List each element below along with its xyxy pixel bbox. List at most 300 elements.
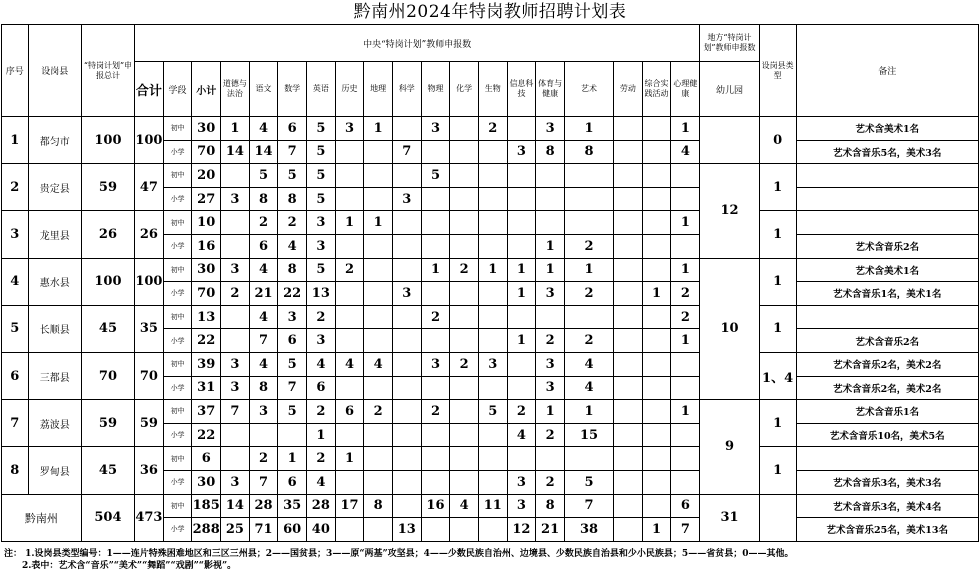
row-value bbox=[478, 282, 507, 306]
row-value: 2 bbox=[536, 423, 565, 447]
row-value: 5 bbox=[278, 164, 307, 188]
row-value bbox=[671, 187, 700, 211]
row-value bbox=[614, 400, 643, 424]
row-level: 初中 bbox=[163, 494, 192, 518]
row-value bbox=[642, 470, 671, 494]
row-total: 70 bbox=[135, 352, 164, 399]
row-value bbox=[221, 234, 250, 258]
row-value: 7 bbox=[392, 140, 421, 164]
header-subject: 体育与健康 bbox=[536, 62, 565, 117]
header-subject: 历史 bbox=[335, 62, 364, 117]
row-value: 6 bbox=[278, 470, 307, 494]
row-value: 2 bbox=[536, 470, 565, 494]
row-value bbox=[335, 140, 364, 164]
header-special-plan-total: “特岗计划”申报总计 bbox=[81, 25, 134, 117]
row-value: 2 bbox=[536, 329, 565, 353]
row-seq: 3 bbox=[2, 211, 29, 258]
row-level: 小学 bbox=[163, 470, 192, 494]
row-value bbox=[450, 140, 479, 164]
row-value: 7 bbox=[249, 329, 278, 353]
row-kindergarten: 9 bbox=[700, 400, 759, 494]
row-county-type: 1 bbox=[759, 305, 796, 352]
row-value bbox=[392, 305, 421, 329]
row-value: 13 bbox=[307, 282, 336, 306]
row-value: 2 bbox=[478, 117, 507, 141]
header-subject: 信息科技 bbox=[507, 62, 536, 117]
row-value: 5 bbox=[278, 352, 307, 376]
row-value: 70 bbox=[192, 282, 221, 306]
row-value: 4 bbox=[249, 258, 278, 282]
row-value: 15 bbox=[564, 423, 613, 447]
row-value bbox=[364, 376, 393, 400]
row-plan-total: 70 bbox=[81, 352, 134, 399]
row-value: 14 bbox=[221, 494, 250, 518]
row-value: 7 bbox=[278, 140, 307, 164]
row-value: 4 bbox=[364, 352, 393, 376]
row-value: 2 bbox=[307, 305, 336, 329]
row-value bbox=[642, 494, 671, 518]
row-value bbox=[642, 187, 671, 211]
table-row bbox=[2, 117, 979, 141]
row-value: 2 bbox=[249, 211, 278, 235]
row-remark: 艺术含音乐1名 bbox=[796, 400, 978, 424]
row-value bbox=[507, 447, 536, 471]
row-value: 1 bbox=[364, 117, 393, 141]
row-county-name: 惠水县 bbox=[28, 258, 81, 305]
row-value bbox=[642, 258, 671, 282]
header-subject: 英语 bbox=[307, 62, 336, 117]
row-level: 初中 bbox=[163, 305, 192, 329]
row-level: 小学 bbox=[163, 518, 192, 542]
row-value: 1 bbox=[564, 400, 613, 424]
row-value bbox=[478, 376, 507, 400]
row-value: 37 bbox=[192, 400, 221, 424]
row-value: 30 bbox=[192, 117, 221, 141]
table-row bbox=[2, 400, 979, 424]
row-value: 1 bbox=[221, 117, 250, 141]
row-remark: 艺术含美术1名 bbox=[796, 258, 978, 282]
row-value bbox=[392, 258, 421, 282]
row-value bbox=[392, 376, 421, 400]
row-value: 30 bbox=[192, 258, 221, 282]
row-remark bbox=[796, 164, 978, 188]
row-level: 初中 bbox=[163, 447, 192, 471]
row-value bbox=[335, 470, 364, 494]
row-value bbox=[642, 329, 671, 353]
row-county-type: 0 bbox=[759, 117, 796, 164]
row-value: 1 bbox=[564, 258, 613, 282]
row-remark: 艺术含音乐10名，美术5名 bbox=[796, 423, 978, 447]
row-value bbox=[507, 352, 536, 376]
row-value bbox=[614, 518, 643, 542]
page-title: 黔南州2024年特岗教师招聘计划表 bbox=[353, 2, 627, 22]
row-value: 70 bbox=[192, 140, 221, 164]
row-value: 12 bbox=[507, 518, 536, 542]
row-remark bbox=[796, 211, 978, 235]
row-value: 11 bbox=[478, 494, 507, 518]
footnotes bbox=[4, 548, 976, 572]
row-value bbox=[642, 305, 671, 329]
row-value: 6 bbox=[192, 447, 221, 471]
row-value bbox=[392, 211, 421, 235]
table-row bbox=[2, 305, 979, 329]
row-value: 71 bbox=[249, 518, 278, 542]
row-remark: 艺术含音乐2名 bbox=[796, 234, 978, 258]
row-value bbox=[421, 376, 450, 400]
row-value bbox=[392, 400, 421, 424]
table-row bbox=[2, 352, 979, 376]
recruitment-plan-table bbox=[1, 24, 979, 542]
row-value bbox=[614, 494, 643, 518]
row-county-type: 1 bbox=[759, 164, 796, 211]
row-value: 4 bbox=[671, 140, 700, 164]
row-value bbox=[421, 470, 450, 494]
row-value bbox=[614, 282, 643, 306]
row-level: 初中 bbox=[163, 400, 192, 424]
row-value: 3 bbox=[507, 470, 536, 494]
row-remark: 艺术含音乐3名，美术3名 bbox=[796, 470, 978, 494]
row-value bbox=[671, 447, 700, 471]
table-row bbox=[2, 211, 979, 235]
row-value bbox=[478, 234, 507, 258]
row-value bbox=[450, 187, 479, 211]
row-value: 3 bbox=[221, 352, 250, 376]
row-level: 小学 bbox=[163, 234, 192, 258]
row-value: 4 bbox=[249, 305, 278, 329]
row-value: 3 bbox=[507, 140, 536, 164]
row-remark: 艺术含美术1名 bbox=[796, 117, 978, 141]
row-value bbox=[335, 282, 364, 306]
header-level: 学段 bbox=[163, 62, 192, 117]
row-value: 8 bbox=[278, 187, 307, 211]
row-value bbox=[364, 187, 393, 211]
row-value bbox=[507, 187, 536, 211]
row-value bbox=[421, 518, 450, 542]
row-value: 2 bbox=[450, 258, 479, 282]
row-value: 1 bbox=[421, 258, 450, 282]
row-value: 1 bbox=[335, 211, 364, 235]
row-value: 7 bbox=[278, 376, 307, 400]
row-value bbox=[421, 140, 450, 164]
row-value bbox=[364, 282, 393, 306]
row-remark: 艺术含音乐2名，美术2名 bbox=[796, 376, 978, 400]
row-value bbox=[564, 305, 613, 329]
row-plan-total: 504 bbox=[81, 494, 134, 541]
row-value bbox=[507, 234, 536, 258]
row-value: 3 bbox=[221, 258, 250, 282]
row-value: 2 bbox=[507, 400, 536, 424]
row-value bbox=[364, 164, 393, 188]
row-value bbox=[392, 352, 421, 376]
row-value bbox=[335, 518, 364, 542]
row-value: 8 bbox=[364, 494, 393, 518]
row-value bbox=[536, 164, 565, 188]
row-value bbox=[364, 329, 393, 353]
row-value: 3 bbox=[307, 211, 336, 235]
row-county-name: 贵定县 bbox=[28, 164, 81, 211]
row-value: 7 bbox=[671, 518, 700, 542]
header-central-plan: 中央“特岗计划”教师申报数 bbox=[135, 25, 700, 62]
row-value bbox=[642, 352, 671, 376]
row-value bbox=[614, 234, 643, 258]
row-value: 3 bbox=[307, 234, 336, 258]
row-value bbox=[614, 164, 643, 188]
row-value: 21 bbox=[249, 282, 278, 306]
row-kindergarten: 10 bbox=[700, 258, 759, 400]
row-value: 2 bbox=[335, 258, 364, 282]
header-subject: 化学 bbox=[450, 62, 479, 117]
row-county-name: 罗甸县 bbox=[28, 447, 81, 494]
row-value: 5 bbox=[307, 187, 336, 211]
row-value: 4 bbox=[307, 352, 336, 376]
row-plan-total: 59 bbox=[81, 164, 134, 211]
row-value: 2 bbox=[671, 282, 700, 306]
row-value: 40 bbox=[307, 518, 336, 542]
row-value bbox=[614, 187, 643, 211]
row-value: 4 bbox=[249, 117, 278, 141]
row-value: 3 bbox=[478, 352, 507, 376]
row-remark bbox=[796, 187, 978, 211]
row-value: 1 bbox=[671, 329, 700, 353]
row-value: 1 bbox=[307, 423, 336, 447]
row-value bbox=[450, 282, 479, 306]
row-value: 1 bbox=[642, 282, 671, 306]
row-county-type: 1 bbox=[759, 447, 796, 494]
row-value: 2 bbox=[278, 211, 307, 235]
row-seq: 1 bbox=[2, 117, 29, 164]
row-value: 1 bbox=[564, 117, 613, 141]
row-value: 6 bbox=[335, 400, 364, 424]
row-value: 8 bbox=[249, 187, 278, 211]
footnote-2: 2.表中：艺术含“音乐”“美术”“舞蹈”“戏剧”“影视”。 bbox=[22, 560, 237, 571]
row-value bbox=[392, 470, 421, 494]
row-value bbox=[536, 447, 565, 471]
footnote-1: 注： 1.设岗县类型编号：1——连片特殊困难地区和三区三州县；2——国贫县；3——原“两基”攻坚县；4——少数民族自治州、边境县、少数民族自治县和少小民族县；5——省贫县；0——其他。 bbox=[4, 548, 794, 559]
row-plan-total: 45 bbox=[81, 447, 134, 494]
row-value: 8 bbox=[536, 494, 565, 518]
row-value: 2 bbox=[450, 352, 479, 376]
row-value: 3 bbox=[278, 305, 307, 329]
row-value: 3 bbox=[392, 187, 421, 211]
row-value bbox=[421, 234, 450, 258]
row-value bbox=[364, 234, 393, 258]
row-value bbox=[221, 447, 250, 471]
row-value bbox=[421, 447, 450, 471]
row-value bbox=[335, 329, 364, 353]
row-value bbox=[642, 117, 671, 141]
row-value bbox=[392, 164, 421, 188]
row-value: 3 bbox=[421, 352, 450, 376]
row-value bbox=[364, 423, 393, 447]
row-value: 60 bbox=[278, 518, 307, 542]
header-subject: 心理健康 bbox=[671, 62, 700, 117]
row-value: 185 bbox=[192, 494, 221, 518]
row-level: 初中 bbox=[163, 258, 192, 282]
row-county-type: 1 bbox=[759, 211, 796, 258]
row-value: 31 bbox=[192, 376, 221, 400]
row-value bbox=[671, 234, 700, 258]
row-value bbox=[507, 211, 536, 235]
row-value: 5 bbox=[249, 164, 278, 188]
row-value bbox=[614, 211, 643, 235]
row-value: 3 bbox=[507, 494, 536, 518]
row-value: 3 bbox=[221, 187, 250, 211]
row-value: 1 bbox=[536, 400, 565, 424]
row-seq: 2 bbox=[2, 164, 29, 211]
table-row bbox=[2, 258, 979, 282]
row-value bbox=[564, 211, 613, 235]
row-value bbox=[614, 258, 643, 282]
row-value bbox=[450, 376, 479, 400]
row-value bbox=[671, 352, 700, 376]
row-value bbox=[614, 140, 643, 164]
row-value bbox=[221, 423, 250, 447]
row-value: 3 bbox=[536, 376, 565, 400]
row-value: 288 bbox=[192, 518, 221, 542]
row-value: 2 bbox=[671, 305, 700, 329]
row-value bbox=[278, 423, 307, 447]
header-subject: 数学 bbox=[278, 62, 307, 117]
row-seq: 7 bbox=[2, 400, 29, 447]
row-value: 35 bbox=[278, 494, 307, 518]
row-value: 3 bbox=[536, 117, 565, 141]
row-remark: 艺术含音乐3名，美术4名 bbox=[796, 494, 978, 518]
row-value: 3 bbox=[249, 400, 278, 424]
row-value bbox=[221, 164, 250, 188]
row-value bbox=[335, 305, 364, 329]
row-remark bbox=[796, 447, 978, 471]
row-value: 4 bbox=[249, 352, 278, 376]
row-kindergarten bbox=[700, 117, 759, 164]
row-value bbox=[221, 329, 250, 353]
row-value: 8 bbox=[278, 258, 307, 282]
row-value bbox=[642, 234, 671, 258]
row-value: 28 bbox=[249, 494, 278, 518]
row-value bbox=[450, 423, 479, 447]
header-subject: 语文 bbox=[249, 62, 278, 117]
row-value bbox=[450, 164, 479, 188]
row-total: 36 bbox=[135, 447, 164, 494]
row-value: 7 bbox=[249, 470, 278, 494]
row-value bbox=[671, 470, 700, 494]
row-value bbox=[335, 164, 364, 188]
row-value: 3 bbox=[335, 117, 364, 141]
row-value: 4 bbox=[564, 352, 613, 376]
row-value: 1 bbox=[278, 447, 307, 471]
row-value: 5 bbox=[307, 258, 336, 282]
row-level: 初中 bbox=[163, 117, 192, 141]
row-level: 初中 bbox=[163, 164, 192, 188]
row-value bbox=[392, 423, 421, 447]
row-value bbox=[421, 423, 450, 447]
row-value: 5 bbox=[307, 117, 336, 141]
row-value bbox=[335, 234, 364, 258]
row-value: 8 bbox=[249, 376, 278, 400]
row-value: 4 bbox=[507, 423, 536, 447]
row-value bbox=[450, 117, 479, 141]
row-value: 25 bbox=[221, 518, 250, 542]
row-value bbox=[421, 211, 450, 235]
row-value: 14 bbox=[221, 140, 250, 164]
row-value: 6 bbox=[307, 376, 336, 400]
row-value bbox=[564, 164, 613, 188]
row-value bbox=[364, 258, 393, 282]
row-value bbox=[478, 518, 507, 542]
row-value: 30 bbox=[192, 470, 221, 494]
row-value: 2 bbox=[221, 282, 250, 306]
row-value bbox=[564, 187, 613, 211]
row-value bbox=[642, 211, 671, 235]
row-value bbox=[642, 140, 671, 164]
row-value: 1 bbox=[671, 258, 700, 282]
row-value: 2 bbox=[307, 400, 336, 424]
row-county-type: 1、4 bbox=[759, 352, 796, 399]
header-subject: 艺术 bbox=[564, 62, 613, 117]
row-value bbox=[364, 518, 393, 542]
row-level: 小学 bbox=[163, 282, 192, 306]
row-value: 14 bbox=[249, 140, 278, 164]
row-value: 16 bbox=[421, 494, 450, 518]
row-value: 1 bbox=[536, 234, 565, 258]
row-value bbox=[450, 447, 479, 471]
row-value bbox=[614, 423, 643, 447]
row-value bbox=[249, 423, 278, 447]
row-value bbox=[392, 234, 421, 258]
table-row bbox=[2, 494, 979, 518]
row-value bbox=[450, 305, 479, 329]
row-value bbox=[536, 211, 565, 235]
row-value: 2 bbox=[564, 282, 613, 306]
header-county: 设岗县 bbox=[28, 25, 81, 117]
row-value: 5 bbox=[421, 164, 450, 188]
row-value bbox=[642, 376, 671, 400]
row-value: 16 bbox=[192, 234, 221, 258]
row-value: 22 bbox=[192, 329, 221, 353]
row-value: 1 bbox=[478, 258, 507, 282]
row-value bbox=[478, 423, 507, 447]
row-value: 2 bbox=[564, 329, 613, 353]
row-value: 6 bbox=[278, 117, 307, 141]
row-value: 27 bbox=[192, 187, 221, 211]
row-value: 1 bbox=[671, 117, 700, 141]
row-value: 21 bbox=[536, 518, 565, 542]
row-value: 1 bbox=[536, 258, 565, 282]
row-value bbox=[614, 352, 643, 376]
row-value: 1 bbox=[507, 329, 536, 353]
row-value bbox=[507, 164, 536, 188]
row-value: 3 bbox=[421, 117, 450, 141]
row-value: 39 bbox=[192, 352, 221, 376]
row-value bbox=[671, 376, 700, 400]
header-total: 合计 bbox=[135, 62, 164, 117]
row-seq: 8 bbox=[2, 447, 29, 494]
row-value: 8 bbox=[564, 140, 613, 164]
row-total: 473 bbox=[135, 494, 164, 541]
row-value: 2 bbox=[421, 305, 450, 329]
row-seq: 6 bbox=[2, 352, 29, 399]
row-value bbox=[614, 117, 643, 141]
row-value bbox=[614, 376, 643, 400]
row-kindergarten: 31 bbox=[700, 494, 759, 541]
row-plan-total: 26 bbox=[81, 211, 134, 258]
row-value bbox=[450, 329, 479, 353]
row-value bbox=[536, 305, 565, 329]
row-value bbox=[421, 329, 450, 353]
row-value bbox=[221, 305, 250, 329]
row-value bbox=[614, 329, 643, 353]
row-value: 5 bbox=[478, 400, 507, 424]
header-seq: 序号 bbox=[2, 25, 29, 117]
